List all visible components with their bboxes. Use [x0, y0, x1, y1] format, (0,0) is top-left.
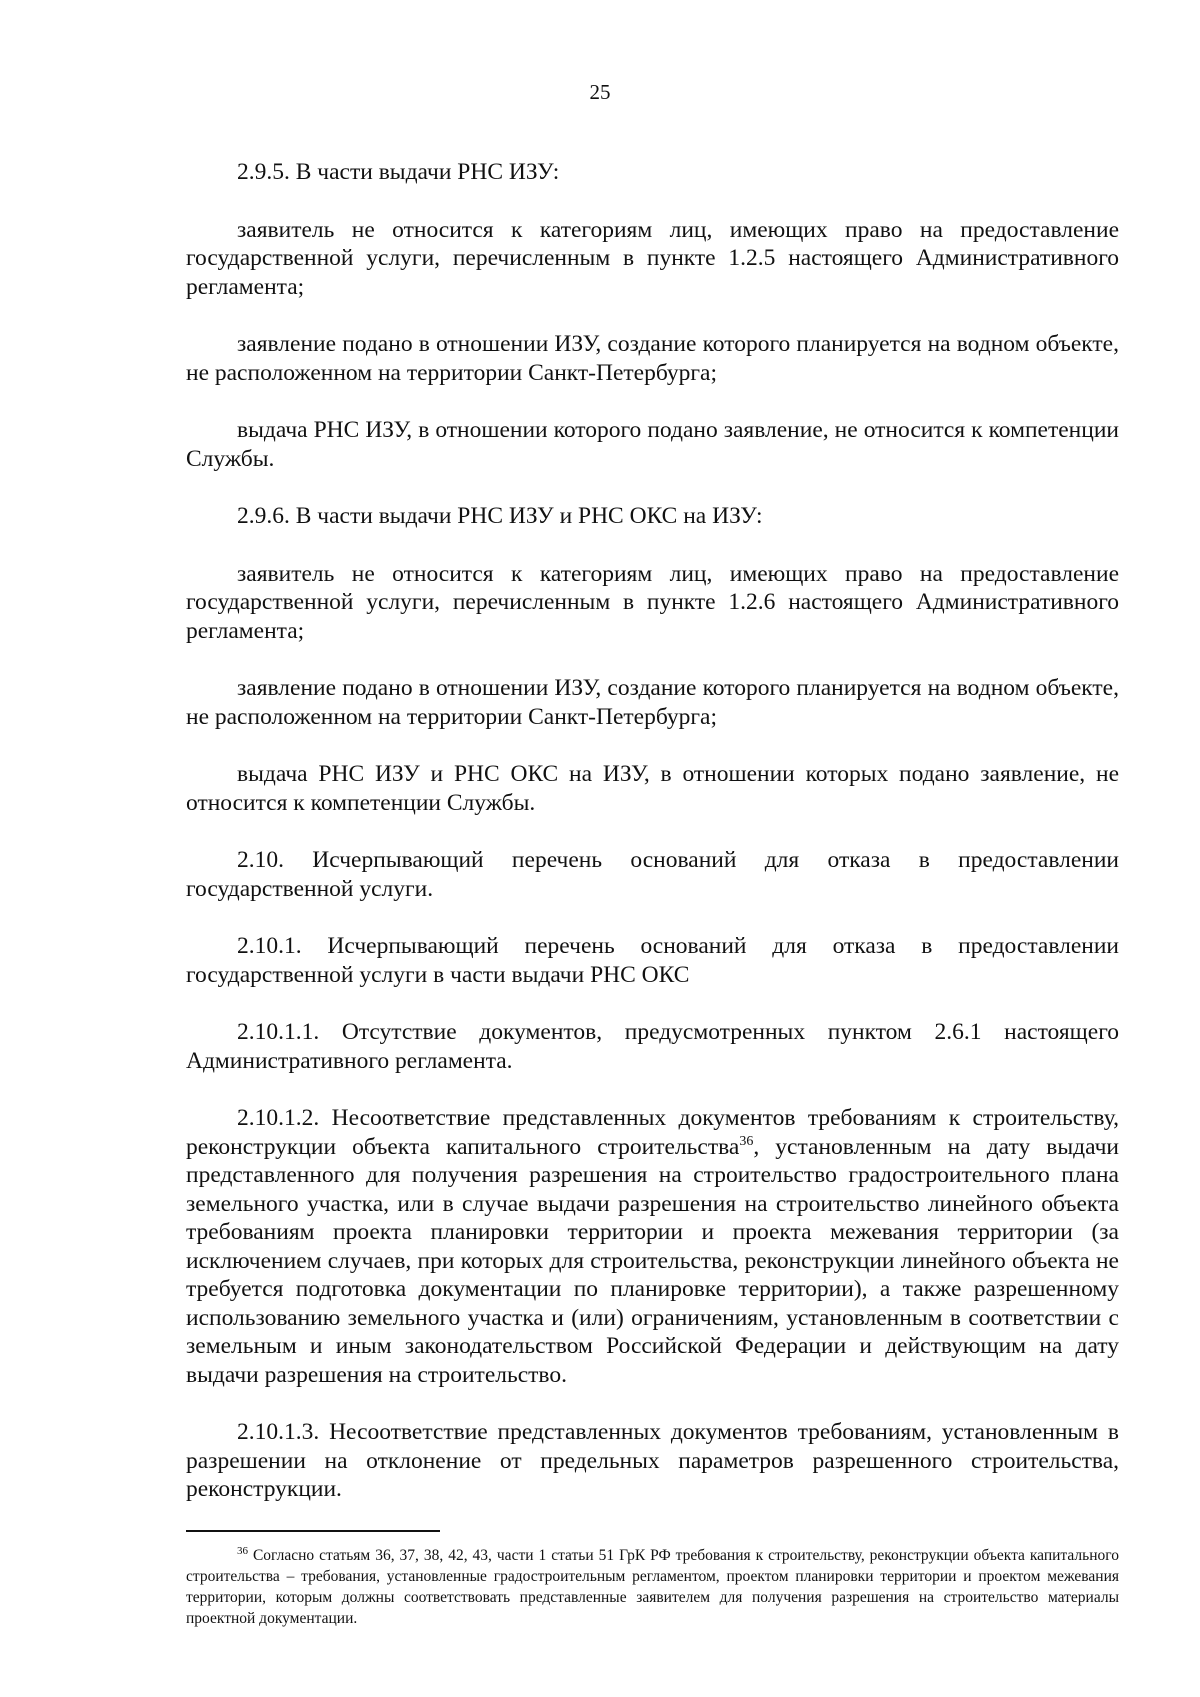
paragraph: заявление подано в отношении ИЗУ, создание которого планируется на водном объекте, не расположенном на территории Санкт-Петербурга; — [186, 331, 1119, 386]
footnote-separator — [186, 1530, 440, 1532]
paragraph: выдача РНС ИЗУ и РНС ОКС на ИЗУ, в отношении которых подано заявление, не относится к компетенции Службы. — [186, 761, 1119, 816]
section-heading-2-10: 2.10. Исчерпывающий перечень оснований для отказа в предоставлении государственной услуги. — [186, 847, 1119, 902]
paragraph: заявитель не относится к категориям лиц, имеющих право на предоставление государственной услуги, перечисленным в пункте 1.2.6 настоящего Административного регламента; — [186, 560, 1119, 644]
paragraph: заявление подано в отношении ИЗУ, создание которого планируется на водном объекте, не расположенном на территории Санкт-Петербурга; — [186, 675, 1119, 730]
paragraph: заявитель не относится к категориям лиц, имеющих право на предоставление государственной услуги, перечисленным в пункте 1.2.5 настоящего Административного регламента; — [186, 216, 1119, 300]
footnote-ref-mark: 36 — [739, 1133, 754, 1149]
paragraph: 2.10.1.1. Отсутствие документов, предусмотренных пунктом 2.6.1 настоящего Административного регламента. — [186, 1019, 1119, 1074]
footnote-mark: 36 — [237, 1544, 248, 1557]
paragraph-text-after-ref: , установленным на дату выдачи представленного для получения разрешения на строительство градостроительного плана земельного участка, или в случае выдачи разрешения на строительство линейного объекта требованиям проекта планировки территории и проекта межевания территории (за исключением случаев, при которых для строительства, реконструкции линейного объекта не требуется подготовка документации по планировке территории), а также разрешенному использованию земельного участка и (или) ограничениям, установленным в соответствии с земельным и иным законодательством Российской Федерации и действующим на дату выдачи разрешения на строительство. — [186, 1133, 1119, 1388]
page-number: 25 — [589, 80, 611, 104]
paragraph: выдача РНС ИЗУ, в отношении которого подано заявление, не относится к компетенции Службы. — [186, 417, 1119, 472]
section-heading-2-9-6: 2.9.6. В части выдачи РНС ИЗУ и РНС ОКС на ИЗУ: — [237, 503, 763, 529]
paragraph-with-footnote-ref — [186, 1104, 1119, 1389]
section-heading-2-9-5: 2.9.5. В части выдачи РНС ИЗУ: — [237, 159, 560, 185]
footnote-text: Согласно статьям 36, 37, 38, 42, 43, части 1 статьи 51 ГрК РФ требования к строительству, реконструкции объекта капитального строительства – требования, установленные градостроительным регламентом, проектом планировки территории и проектом межевания территории, которым должны соответствовать представленные заявителем для получения разрешения на строительство материалы проектной документации. — [186, 1547, 1119, 1627]
paragraph: 2.10.1.3. Несоответствие представленных документов требованиям, установленным в разрешении на отклонение от предельных параметров разрешенного строительства, реконструкции. — [186, 1419, 1119, 1502]
section-heading-2-10-1: 2.10.1. Исчерпывающий перечень оснований для отказа в предоставлении государственной услуги в части выдачи РНС ОКС — [186, 933, 1119, 988]
paragraph-text-before-ref: 2.10.1.2. Несоответствие представленных документов требованиям к строительству, реконструкции объекта капитального строительства — [186, 1105, 1119, 1160]
document-body — [186, 158, 1119, 1504]
footnote — [186, 1545, 1119, 1629]
